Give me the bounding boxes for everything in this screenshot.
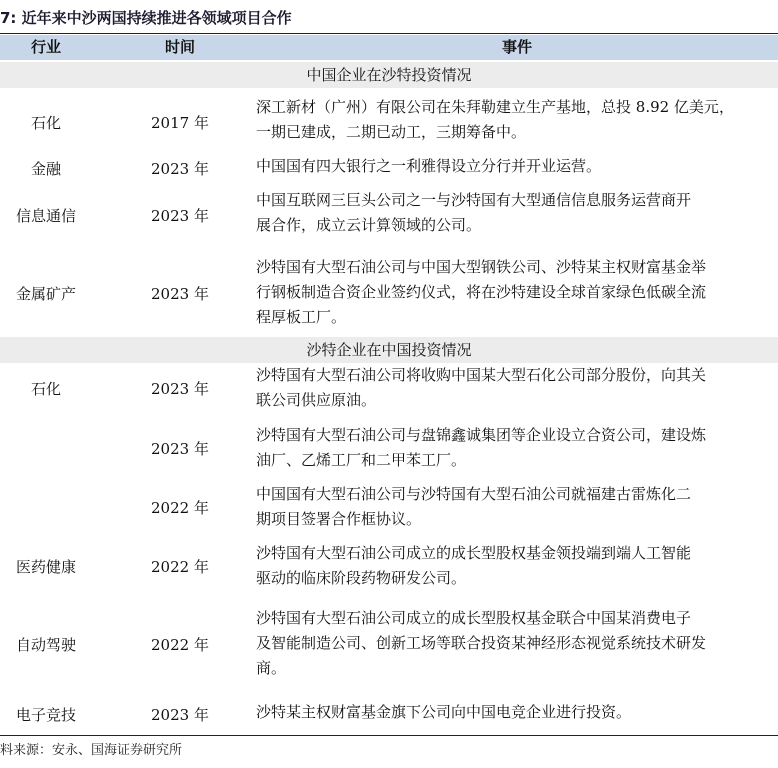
source-note: 料来源：安永、国海证券研究所 [0, 743, 183, 758]
year-cell: 2022 年 [151, 636, 209, 654]
year-cell: 2022 年 [151, 499, 209, 517]
section-china-in-saudi: 中国企业在沙特投资情况 [0, 62, 778, 88]
section-saudi-in-china: 沙特企业在中国投资情况 [0, 337, 778, 363]
event-line: 沙特国有大型石油公司将收购中国某大型石化公司部分股份，向其关 [256, 366, 707, 384]
industry-cell: 石化 [30, 380, 61, 398]
bottom-rule [0, 735, 778, 736]
event-line: 油厂、乙烯工厂和二甲苯工厂。 [256, 451, 467, 469]
event-line: 行钢板制造合资企业签约仪式，将在沙特建设全球首家绿色低碳全流 [256, 283, 707, 301]
event-line: 及智能制造公司、创新工场等联合投资某神经形态视觉系统技术研发 [256, 634, 707, 652]
event-cell [256, 541, 778, 591]
header-industry: 行业 [30, 38, 61, 56]
year-cell: 2023 年 [151, 706, 209, 724]
event-line: 展合作，成立云计算领域的公司。 [256, 216, 482, 234]
event-cell [256, 154, 778, 179]
year-cell: 2022 年 [151, 558, 209, 576]
industry-cell: 金属矿产 [15, 285, 76, 303]
industry-cell: 信息通信 [15, 207, 76, 225]
event-line: 沙特某主权财富基金旗下公司向中国电竞企业进行投资。 [256, 703, 632, 721]
event-cell [256, 95, 778, 145]
event-line: 沙特国有大型石油公司成立的成长型股权基金联合中国某消费电子 [256, 609, 692, 627]
year-cell: 2023 年 [151, 160, 209, 178]
event-line: 中国国有大型石油公司与沙特国有大型石油公司就福建古雷炼化二 [256, 485, 692, 503]
event-line: 程厚板工厂。 [256, 308, 347, 326]
event-cell [256, 255, 778, 330]
event-line: 沙特国有大型石油公司与中国大型钢铁公司、沙特某主权财富基金举 [256, 258, 707, 276]
event-cell [256, 482, 778, 532]
event-cell [256, 606, 778, 681]
year-cell: 2023 年 [151, 440, 209, 458]
event-line: 商。 [256, 659, 287, 677]
event-line: 中国互联网三巨头公司之一与沙特国有大型通信信息服务运营商开 [256, 191, 692, 209]
industry-cell: 电子竞技 [15, 706, 76, 724]
industry-cell: 医药健康 [15, 558, 76, 576]
event-line: 驱动的临床阶段药物研发公司。 [256, 569, 467, 587]
event-line: 深工新材（广州）有限公司在朱拜勒建立生产基地，总投 8.92 亿美元， [256, 98, 734, 116]
year-cell: 2017 年 [151, 114, 209, 132]
table-header [0, 35, 778, 60]
event-line: 中国国有四大银行之一利雅得设立分行并开业运营。 [256, 157, 602, 175]
event-line: 一期已建成，二期已动工，三期筹备中。 [256, 123, 527, 141]
event-cell [256, 700, 778, 725]
event-cell [256, 363, 778, 413]
event-line: 沙特国有大型石油公司成立的成长型股权基金领投端到端人工智能 [256, 544, 692, 562]
year-cell: 2023 年 [151, 285, 209, 303]
event-cell [256, 423, 778, 473]
header-event: 事件 [501, 38, 532, 56]
year-cell: 2023 年 [151, 380, 209, 398]
event-line: 联公司供应原油。 [256, 391, 377, 409]
event-line: 沙特国有大型石油公司与盘锦鑫诚集团等企业设立合资公司，建设炼 [256, 426, 707, 444]
industry-cell: 金融 [30, 160, 61, 178]
industry-cell: 自动驾驶 [15, 636, 76, 654]
event-cell [256, 188, 778, 238]
header-time: 时间 [164, 38, 195, 56]
year-cell: 2023 年 [151, 207, 209, 225]
industry-cell: 石化 [30, 114, 61, 132]
table-title: 7: 近年来中沙两国持续推进各领域项目合作 [0, 9, 292, 27]
top-rule [0, 33, 778, 34]
event-line: 期项目签署合作框协议。 [256, 510, 422, 528]
